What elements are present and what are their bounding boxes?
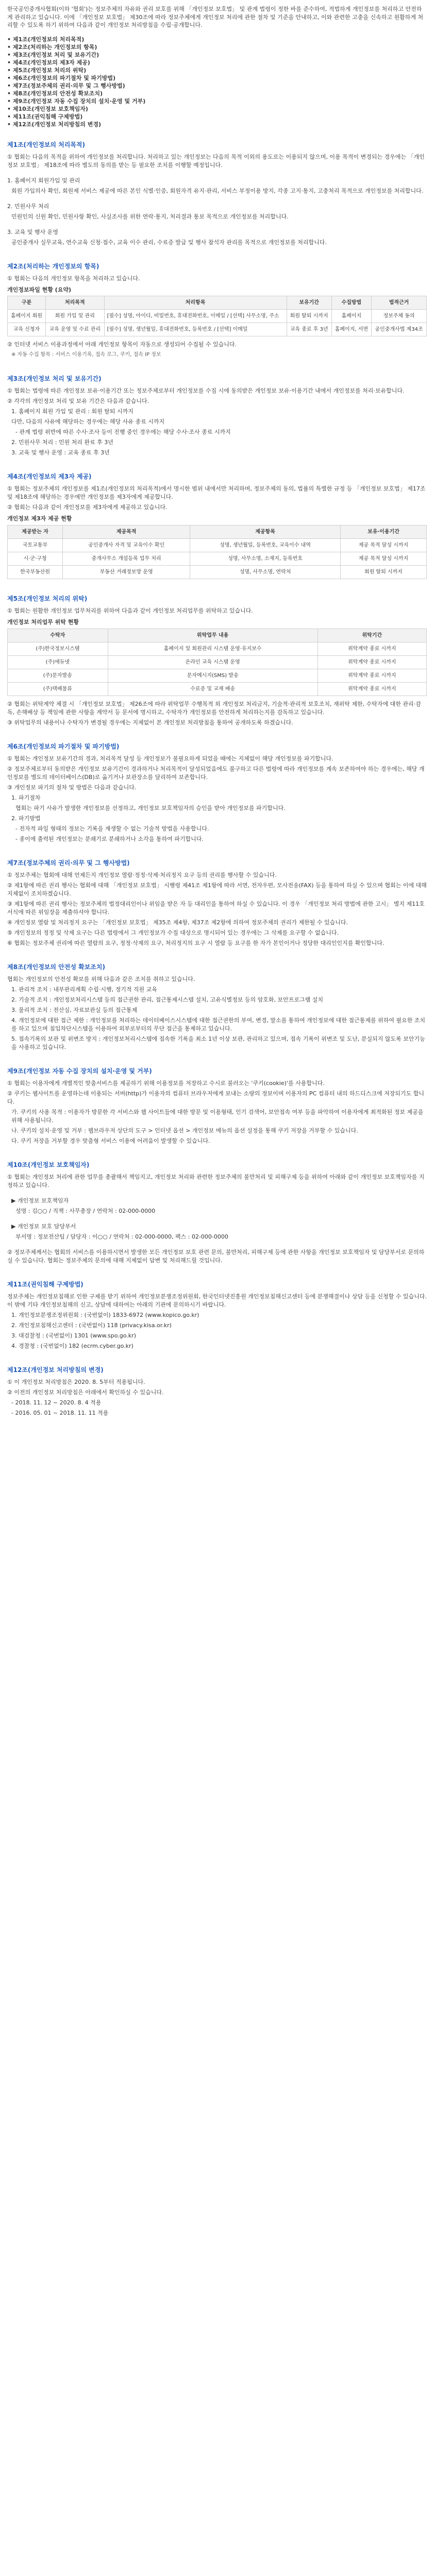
table-row xyxy=(8,538,427,552)
section-title: 제6조(개인정보의 파기절차 및 파기방법) xyxy=(7,742,120,750)
toc-item[interactable]: • 제8조(개인정보의 안전성 확보조치) xyxy=(7,90,103,97)
paragraph: 1. 관리적 조치 : 내부관리계획 수립·시행, 정기적 직원 교육 xyxy=(11,986,157,993)
section-3 xyxy=(7,375,427,457)
table-cell: 공인중개사 자격 및 교육이수 확인 xyxy=(63,538,190,552)
section-11 xyxy=(7,1280,427,1350)
section-10 xyxy=(7,1161,427,1265)
section-4 xyxy=(7,472,427,579)
table-row xyxy=(8,323,427,336)
contact-info: 성명 : 김○○ / 직책 : 사무총장 / 연락처 : 02-000-0000 xyxy=(15,1207,156,1214)
paragraph: - 관계 법령 위반에 따른 수사·조사 등이 진행 중인 경우에는 해당 수사·조사 종료 시까지 xyxy=(15,429,231,436)
table-caption: 개인정보파일 현황 (요약) xyxy=(7,286,71,293)
table-cell: 회원 탈퇴 시까지 xyxy=(287,310,331,323)
paragraph: ⑤ 개인정보의 정정 및 삭제 요구는 다른 법령에서 그 개인정보가 수집 대상으로 명시되어 있는 경우에는 그 삭제를 요구할 수 없습니다. xyxy=(7,929,339,936)
paragraph: 1. 파기절차 xyxy=(11,794,41,801)
table-row xyxy=(8,682,427,696)
paragraph: 다만, 다음의 사유에 해당하는 경우에는 해당 사유 종료 시까지 xyxy=(11,418,165,426)
paragraph: ① 협회는 다음의 목적을 위하여 개인정보를 처리합니다. 처리하고 있는 개인정보는 다음의 목적 이외의 용도로는 이용되지 않으며, 이용 목적이 변경되는 경우에는 「개인정보 보호법」 제18조에 따라 별도의 동의를 받는 등 필요한 조치를 이행할 예정입니다. xyxy=(7,153,425,168)
previous-policy-link[interactable]: - 2016. 05. 01 ~ 2018. 11. 11 적용 xyxy=(11,1409,109,1416)
table-cell: 중개사무소 개설등록 업무 처리 xyxy=(63,552,190,565)
paragraph: 회원 가입의사 확인, 회원제 서비스 제공에 따른 본인 식별·인증, 회원자격 유지·관리, 서비스 부정이용 방지, 각종 고지·통지, 고충처리 목적으로 개인정보를 처리합니다. xyxy=(11,187,424,194)
table-cell: 부동산 거래정보망 운영 xyxy=(63,565,190,579)
contact-heading: ▶ 개인정보 보호책임자 xyxy=(11,1197,69,1204)
section-9 xyxy=(7,1067,427,1145)
table-cell: 정보주체 동의 xyxy=(372,310,427,323)
agency-link[interactable]: 4. 경찰청 : (국번없이) 182 (ecrm.cyber.go.kr) xyxy=(11,1342,133,1349)
paragraph: ② 정보주체께서는 협회의 서비스를 이용하시면서 발생한 모든 개인정보 보호 관련 문의, 불만처리, 피해구제 등에 관한 사항을 개인정보 보호책임자 및 담당부서로 문의하실 수 있습니다. 협회는 정보주체의 문의에 대해 지체없이 답변 및 처리해드릴 것입니다. xyxy=(7,1248,425,1264)
paragraph: ① 협회는 정보주체의 개인정보를 제1조(개인정보의 처리목적)에서 명시한 범위 내에서만 처리하며, 정보주체의 동의, 법률의 특별한 규정 등 「개인정보 보호법」 제17조 및 제18조에 해당하는 경우에만 개인정보를 제3자에게 제공합니다. xyxy=(7,485,426,501)
data-table xyxy=(7,629,427,696)
section-6 xyxy=(7,742,427,843)
table-cell: 시·군·구청 xyxy=(8,552,63,565)
table-row xyxy=(8,655,427,669)
paragraph: 3. 교육 및 행사 운영 xyxy=(7,228,58,235)
paragraph: ② 이전의 개인정보 처리방침은 아래에서 확인하실 수 있습니다. xyxy=(7,1388,164,1396)
data-table xyxy=(7,296,427,336)
paragraph: ⑥ 협회는 정보주체 권리에 따른 열람의 요구, 정정·삭제의 요구, 처리정지의 요구 시 열람 등 요구를 한 자가 본인이거나 정당한 대리인인지를 확인합니다. xyxy=(7,939,385,946)
table-cell: 국토교통부 xyxy=(8,538,63,552)
intro-text: 한국공인중개사협회(이하 '협회')는 정보주체의 자유와 권리 보호를 위해 「개인정보 보호법」 및 관계 법령이 정한 바를 준수하여, 적법하게 개인정보를 처리하고 안전하게 관리하고 있습니다. 이에 「개인정보 보호법」 제30조에 따라 정보주체에게 개인정보 처리에 관한 절차 및 기준을 안내하고, 이와 관련한 고충을 신속하고 원활하게 처리할 수 있도록 하기 위하여 다음과 같이 개인정보 처리방침을 수립·공개합니다. xyxy=(7,6,424,29)
paragraph: 2. 민원사무 처리 : 민원 처리 완료 후 3년 xyxy=(11,439,113,446)
agency-link[interactable]: 3. 대검찰청 : (국번없이) 1301 (www.spo.go.kr) xyxy=(11,1332,136,1339)
section-2 xyxy=(7,262,427,360)
table-cell: 문자메시지(SMS) 발송 xyxy=(108,669,318,682)
table-cell: 홈페이지 회원 xyxy=(8,310,46,323)
section-title: 제2조(처리하는 개인정보의 항목) xyxy=(7,262,99,270)
table-header: 보유·이용기간 xyxy=(340,525,426,538)
table-header: 처리항목 xyxy=(104,296,287,310)
table-cell: 성명, 사무소명, 연락처 xyxy=(190,565,341,579)
paragraph: - 전자적 파일 형태의 정보는 기록을 재생할 수 없는 기술적 방법을 사용합니다. xyxy=(15,825,209,832)
toc-item[interactable]: • 제4조(개인정보의 제3자 제공) xyxy=(7,59,90,66)
section-7 xyxy=(7,859,427,947)
toc-item[interactable]: • 제9조(개인정보 자동 수집 장치의 설치·운영 및 거부) xyxy=(7,97,146,105)
paragraph: 협회는 개인정보의 안전성 확보를 위해 다음과 같은 조치를 취하고 있습니다. xyxy=(7,975,195,982)
section-title: 제10조(개인정보 보호책임자) xyxy=(7,1161,90,1168)
table-caption: 개인정보 처리업무 위탁 현황 xyxy=(7,618,79,625)
paragraph: ② 쿠키는 웹사이트를 운영하는데 이용되는 서버(http)가 이용자의 컴퓨터 브라우저에게 보내는 소량의 정보이며 이용자의 PC 컴퓨터 내의 하드디스크에 저장되기도 합니다. xyxy=(7,1090,424,1105)
paragraph: 2. 기술적 조치 : 개인정보처리시스템 등의 접근권한 관리, 접근통제시스템 설치, 고유식별정보 등의 암호화, 보안프로그램 설치 xyxy=(11,996,323,1003)
table-header: 수집방법 xyxy=(331,296,371,310)
paragraph: 4. 개인정보에 대한 접근 제한 : 개인정보를 처리하는 데이터베이스시스템에 대한 접근권한의 부여, 변경, 말소를 통하여 개인정보에 대한 접근통제를 위하여 필요한 조치를 하고 있으며 침입차단시스템을 이용하여 외부로부터의 무단 접근을 통제하고 있습니다. xyxy=(11,1016,426,1032)
toc-item[interactable]: • 제11조(권익침해 구제방법) xyxy=(7,113,83,120)
table-note: ※ 자동 수집 항목 : 서비스 이용기록, 접속 로그, 쿠키, 접속 IP 정보 xyxy=(11,352,161,358)
table-cell: (주)한국정보시스템 xyxy=(8,642,108,655)
paragraph: 가. 쿠키의 사용 목적 : 이용자가 방문한 각 서비스와 웹 사이트들에 대한 방문 및 이용형태, 인기 검색어, 보안접속 여부 등을 파악하여 이용자에게 최적화된 정보 제공을 위해 사용됩니다. xyxy=(11,1108,424,1124)
table-cell: 회원 탈퇴 시까지 xyxy=(340,565,426,579)
paragraph: ① 정보주체는 협회에 대해 언제든지 개인정보 열람·정정·삭제·처리정지 요구 등의 권리를 행사할 수 있습니다. xyxy=(7,871,277,878)
paragraph: ① 협회는 다음의 개인정보 항목을 처리하고 있습니다. xyxy=(7,275,140,282)
paragraph: 민원인의 신원 확인, 민원사항 확인, 사실조사를 위한 연락·통지, 처리결과 통보 목적으로 개인정보를 처리합니다. xyxy=(11,213,289,220)
paragraph: 2. 파기방법 xyxy=(11,815,41,822)
table-cell: (주)택배물류 xyxy=(8,682,108,696)
section-title: 제1조(개인정보의 처리목적) xyxy=(7,141,86,148)
paragraph: ① 협회는 원활한 개인정보 업무처리를 위하여 다음과 같이 개인정보 처리업무를 위탁하고 있습니다. xyxy=(7,607,253,614)
table-cell: 성명, 생년월일, 등록번호, 교육이수 내역 xyxy=(190,538,341,552)
toc-item[interactable]: • 제3조(개인정보 처리 및 보유기간) xyxy=(7,51,99,58)
paragraph: ② 협회는 위탁계약 체결 시 「개인정보 보호법」 제26조에 따라 위탁업무 수행목적 외 개인정보 처리금지, 기술적·관리적 보호조치, 재위탁 제한, 수탁자에 대한 관리·감독, 손해배상 등 책임에 관한 사항을 계약서 등 문서에 명시하고, 수탁자가 개인정보를 안전하게 처리하는지를 감독하고 있습니다. xyxy=(7,700,421,716)
table-cell: 회원 가입 및 관리 xyxy=(46,310,105,323)
table-of-contents xyxy=(7,36,427,128)
paragraph: 나. 쿠키의 설치·운영 및 거부 : 웹브라우저 상단의 도구 > 인터넷 옵션 > 개인정보 메뉴의 옵션 설정을 통해 쿠키 저장을 거부할 수 있습니다. xyxy=(11,1127,358,1134)
previous-policy-link[interactable]: - 2018. 11. 12 ~ 2020. 8. 4 적용 xyxy=(11,1399,102,1406)
table-cell: 홈페이지 xyxy=(331,310,371,323)
section-title: 제12조(개인정보 처리방침의 변경) xyxy=(7,1366,104,1374)
table-cell: 제공 목적 달성 시까지 xyxy=(340,552,426,565)
agency-link[interactable]: 1. 개인정보분쟁조정위원회 : (국번없이) 1833-6972 (www.kopico.go.kr) xyxy=(11,1311,199,1318)
table-cell: (주)에듀넷 xyxy=(8,655,108,669)
table-header: 제공항목 xyxy=(190,525,341,538)
paragraph: ③ 위탁업무의 내용이나 수탁자가 변경될 경우에는 지체없이 본 개인정보 처리방침을 통하여 공개하도록 하겠습니다. xyxy=(7,719,293,726)
table-cell: [필수] 성명, 생년월일, 휴대전화번호, 등록번호 / [선택] 이메일 xyxy=(104,323,287,336)
table-cell: 홈페이지 및 회원관리 시스템 운영·유지보수 xyxy=(108,642,318,655)
paragraph: ① 협회는 개인정보 처리에 관한 업무를 총괄해서 책임지고, 개인정보 처리와 관련한 정보주체의 불만처리 및 피해구제 등을 위하여 아래와 같이 개인정보 보호책임자를 지정하고 있습니다. xyxy=(7,1173,425,1189)
paragraph: 다. 쿠키 저장을 거부할 경우 맞춤형 서비스 이용에 어려움이 발생할 수 있습니다. xyxy=(11,1137,210,1144)
table-header: 위탁업무 내용 xyxy=(108,629,318,642)
paragraph: 정보주체는 개인정보침해로 인한 구제를 받기 위하여 개인정보분쟁조정위원회, 한국인터넷진흥원 개인정보침해신고센터 등에 분쟁해결이나 상담 등을 신청할 수 있습니다. 이 밖에 기타 개인정보침해의 신고, 상담에 대하여는 아래의 기관에 문의하시기 바랍니다. xyxy=(7,1293,427,1308)
table-cell: 공인중개사법 제34조 xyxy=(372,323,427,336)
table-row xyxy=(8,310,427,323)
section-8 xyxy=(7,963,427,1052)
toc-item[interactable]: • 제2조(처리하는 개인정보의 항목) xyxy=(7,43,97,50)
table-header: 제공받는 자 xyxy=(8,525,63,538)
contact-info: 부서명 : 정보전산팀 / 담당자 : 이○○ / 연락처 : 02-000-0000, 팩스 : 02-000-0000 xyxy=(15,1233,228,1240)
contact-heading: ▶ 개인정보 보호 담당부서 xyxy=(11,1223,76,1230)
paragraph: 3. 물리적 조치 : 전산실, 자료보관실 등의 접근통제 xyxy=(11,1006,138,1013)
paragraph: 2. 민원사무 처리 xyxy=(7,202,49,210)
table-cell: 위탁계약 종료 시까지 xyxy=(318,682,426,696)
section-title: 제8조(개인정보의 안전성 확보조치) xyxy=(7,963,105,971)
table-cell: 홈페이지, 서면 xyxy=(331,323,371,336)
table-header: 제공목적 xyxy=(63,525,190,538)
table-cell: 교육 운영 및 수료 관리 xyxy=(46,323,105,336)
table-cell: 수료증 및 교재 배송 xyxy=(108,682,318,696)
toc-item[interactable]: • 제6조(개인정보의 파기절차 및 파기방법) xyxy=(7,74,116,81)
table-cell: [필수] 성명, 아이디, 비밀번호, 휴대전화번호, 이메일 / [선택] 사무소명, 주소 xyxy=(104,310,287,323)
table-cell: 위탁계약 종료 시까지 xyxy=(318,642,426,655)
table-header: 보유기간 xyxy=(287,296,331,310)
paragraph: 1. 홈페이지 회원가입 및 관리 xyxy=(7,177,80,184)
section-1 xyxy=(7,141,427,247)
table-row xyxy=(8,642,427,655)
section-title: 제7조(정보주체의 권리·의무 및 그 행사방법) xyxy=(7,859,130,867)
table-row xyxy=(8,669,427,682)
paragraph: ② 각각의 개인정보 처리 및 보유 기간은 다음과 같습니다. xyxy=(7,398,149,405)
section-title: 제5조(개인정보 처리의 위탁) xyxy=(7,595,88,602)
paragraph: 협회는 파기 사유가 발생한 개인정보를 선정하고, 개인정보 보호책임자의 승인을 받아 개인정보를 파기합니다. xyxy=(15,804,286,811)
paragraph: ② 인터넷 서비스 이용과정에서 아래 개인정보 항목이 자동으로 생성되어 수집될 수 있습니다. xyxy=(7,341,237,348)
table-cell: (주)문자발송 xyxy=(8,669,108,682)
toc-item[interactable]: • 제7조(정보주체의 권리·의무 및 그 행사방법) xyxy=(7,82,125,89)
table-cell: 온라인 교육 시스템 운영 xyxy=(108,655,318,669)
table-header: 수탁자 xyxy=(8,629,108,642)
table-cell: 위탁계약 종료 시까지 xyxy=(318,669,426,682)
section-title: 제9조(개인정보 자동 수집 장치의 설치·운영 및 거부) xyxy=(7,1067,152,1075)
toc-item[interactable]: • 제5조(개인정보 처리의 위탁) xyxy=(7,66,87,74)
section-12 xyxy=(7,1366,427,1417)
paragraph: ② 협회는 다음과 같이 개인정보를 제3자에게 제공하고 있습니다. xyxy=(7,504,168,511)
paragraph: ① 이 개인정보 처리방침은 2020. 8. 5부터 적용됩니다. xyxy=(7,1378,145,1385)
data-table xyxy=(7,525,427,579)
table-header: 법적근거 xyxy=(372,296,427,310)
paragraph: 1. 홈페이지 회원 가입 및 관리 : 회원 탈퇴 시까지 xyxy=(11,408,133,415)
section-title: 제3조(개인정보 처리 및 보유기간) xyxy=(7,375,102,383)
section-title: 제4조(개인정보의 제3자 제공) xyxy=(7,473,92,481)
toc-item[interactable]: • 제10조(개인정보 보호책임자) xyxy=(7,105,88,112)
table-row xyxy=(8,565,427,579)
paragraph: 공인중개사 실무교육, 연수교육 신청·접수, 교육 이수 관리, 수료증 발급 및 행사 참석자 관리를 목적으로 개인정보를 처리합니다. xyxy=(11,239,327,246)
agency-link[interactable]: 2. 개인정보침해신고센터 : (국번없이) 118 (privacy.kisa.or.kr) xyxy=(11,1321,172,1329)
paragraph: ② 정보주체로부터 동의받은 개인정보 보유기간이 경과하거나 처리목적이 달성되었음에도 불구하고 다른 법령에 따라 개인정보를 계속 보존하여야 하는 경우에는, 해당 개인정보를 별도의 데이터베이스(DB)로 옮기거나 보관장소를 달리하여 보존합니다. xyxy=(7,765,425,781)
intro xyxy=(7,5,427,29)
toc-item[interactable]: • 제12조(개인정보 처리방침의 변경) xyxy=(7,121,102,128)
toc-item[interactable]: • 제1조(개인정보의 처리목적) xyxy=(7,36,85,43)
paragraph: 5. 접속기록의 보관 및 위변조 방지 : 개인정보처리시스템에 접속한 기록을 최소 1년 이상 보관, 관리하고 있으며, 접속 기록이 위변조 및 도난, 분실되지 않도록 보안기능을 사용하고 있습니다. xyxy=(11,1035,425,1050)
paragraph: ① 협회는 이용자에게 개별적인 맞춤서비스를 제공하기 위해 이용정보를 저장하고 수시로 불러오는 '쿠키(cookie)'를 사용합니다. xyxy=(7,1079,325,1087)
table-cell: 한국부동산원 xyxy=(8,565,63,579)
table-cell: 성명, 사무소명, 소재지, 등록번호 xyxy=(190,552,341,565)
paragraph: - 종이에 출력된 개인정보는 분쇄기로 분쇄하거나 소각을 통하여 파기합니다. xyxy=(15,835,204,842)
table-header: 처리목적 xyxy=(46,296,105,310)
table-caption: 개인정보 제3자 제공 현황 xyxy=(7,515,72,522)
table-header: 구분 xyxy=(8,296,46,310)
paragraph: ③ 개인정보 파기의 절차 및 방법은 다음과 같습니다. xyxy=(7,784,137,791)
table-cell: 위탁계약 종료 시까지 xyxy=(318,655,426,669)
table-header: 위탁기간 xyxy=(318,629,426,642)
paragraph: ③ 제1항에 따른 권리 행사는 정보주체의 법정대리인이나 위임을 받은 자 등 대리인을 통하여 하실 수 있습니다. 이 경우 「개인정보 처리 방법에 관한 고시」 별지 제11호 서식에 따른 위임장을 제출하셔야 합니다. xyxy=(7,900,425,916)
table-row xyxy=(8,552,427,565)
table-cell: 교육 신청자 xyxy=(8,323,46,336)
paragraph: ④ 개인정보 열람 및 처리정지 요구는 「개인정보 보호법」 제35조 제4항, 제37조 제2항에 의하여 정보주체의 권리가 제한될 수 있습니다. xyxy=(7,919,348,926)
paragraph: 3. 교육 및 행사 운영 : 교육 종료 후 3년 xyxy=(11,449,110,456)
paragraph: ① 협회는 개인정보 보유기간의 경과, 처리목적 달성 등 개인정보가 불필요하게 되었을 때에는 지체없이 해당 개인정보를 파기합니다. xyxy=(7,755,333,762)
paragraph: ① 협회는 법령에 따른 개인정보 보유·이용기간 또는 정보주체로부터 개인정보를 수집 시에 동의받은 개인정보 보유·이용기간 내에서 개인정보를 처리·보유합니다. xyxy=(7,387,405,395)
table-cell: 교육 종료 후 3년 xyxy=(287,323,331,336)
table-cell: 제공 목적 달성 시까지 xyxy=(340,538,426,552)
paragraph: ② 제1항에 따른 권리 행사는 협회에 대해 「개인정보 보호법」 시행령 제41조 제1항에 따라 서면, 전자우편, 모사전송(FAX) 등을 통하여 하실 수 있으며 협회는 이에 대해 지체없이 조치하겠습니다. xyxy=(7,882,427,897)
section-title: 제11조(권익침해 구제방법) xyxy=(7,1280,84,1288)
section-5 xyxy=(7,595,427,727)
